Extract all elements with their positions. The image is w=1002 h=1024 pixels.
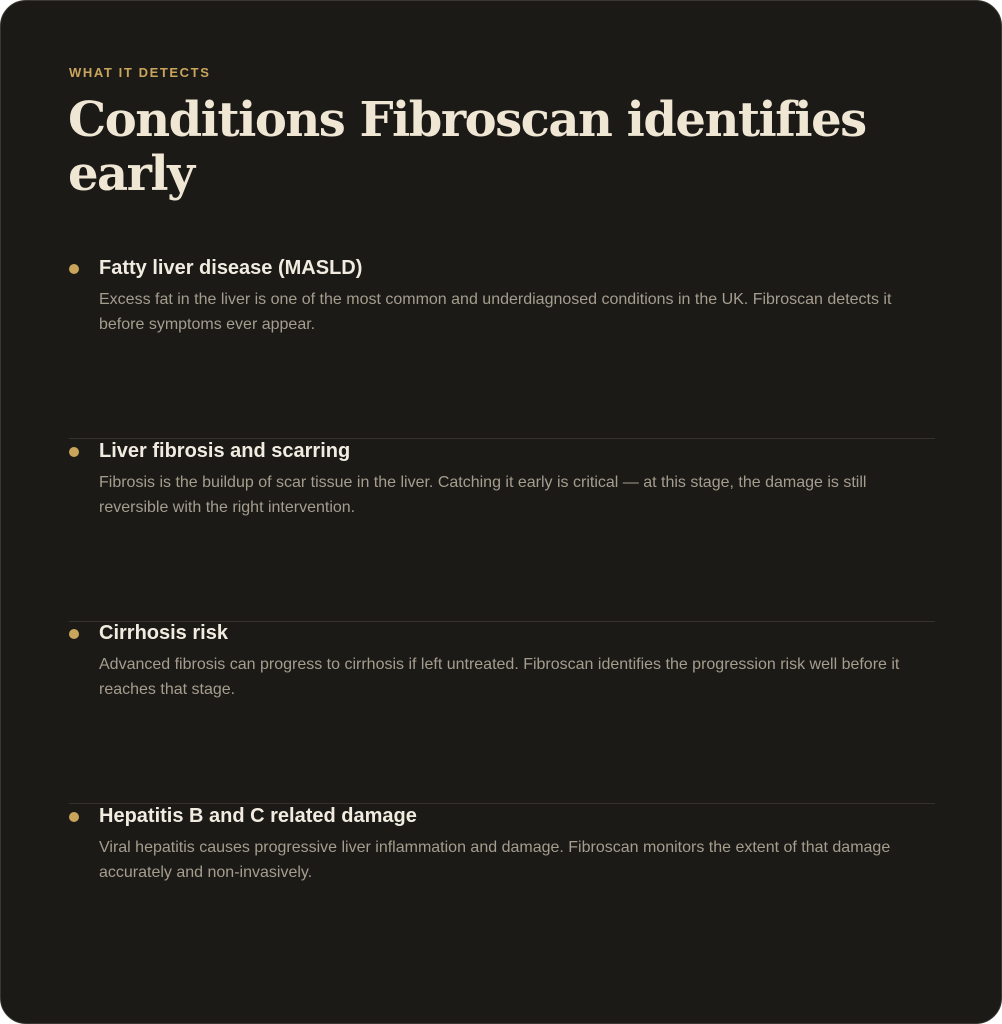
bullet-dot-icon bbox=[69, 447, 79, 457]
condition-title: Hepatitis B and C related damage bbox=[99, 805, 417, 827]
condition-description: Advanced fibrosis can progress to cirrhosis if left untreated. Fibroscan identifies the progression risk well before it reaches that stage. bbox=[99, 656, 900, 698]
bullet-dot-icon bbox=[69, 812, 79, 822]
condition-description: Viral hepatitis causes progressive liver inflammation and damage. Fibroscan monitors the extent of that damage accurately and non-invasively. bbox=[99, 839, 891, 881]
condition-description: Fibrosis is the buildup of scar tissue in the liver. Catching it early is critical — at this stage, the damage is still reversible with the right intervention. bbox=[99, 474, 867, 516]
condition-title: Liver fibrosis and scarring bbox=[99, 440, 351, 462]
section-title: Conditions Fibroscan identifies early bbox=[68, 92, 866, 202]
condition-title: Fatty liver disease (MASLD) bbox=[99, 257, 363, 279]
condition-title: Cirrhosis risk bbox=[99, 622, 228, 644]
bullet-dot-icon bbox=[69, 264, 79, 274]
condition-item-fibrosis bbox=[69, 438, 935, 622]
condition-item-masld bbox=[69, 255, 935, 439]
condition-description: Excess fat in the liver is one of the most common and underdiagnosed conditions in the UK. Fibroscan detects it before symptoms ever appear. bbox=[99, 291, 892, 333]
bullet-dot-icon bbox=[69, 629, 79, 639]
section-eyebrow: WHAT IT DETECTS bbox=[69, 65, 211, 80]
condition-item-hepatitis bbox=[69, 803, 935, 986]
condition-item-cirrhosis bbox=[69, 620, 935, 804]
